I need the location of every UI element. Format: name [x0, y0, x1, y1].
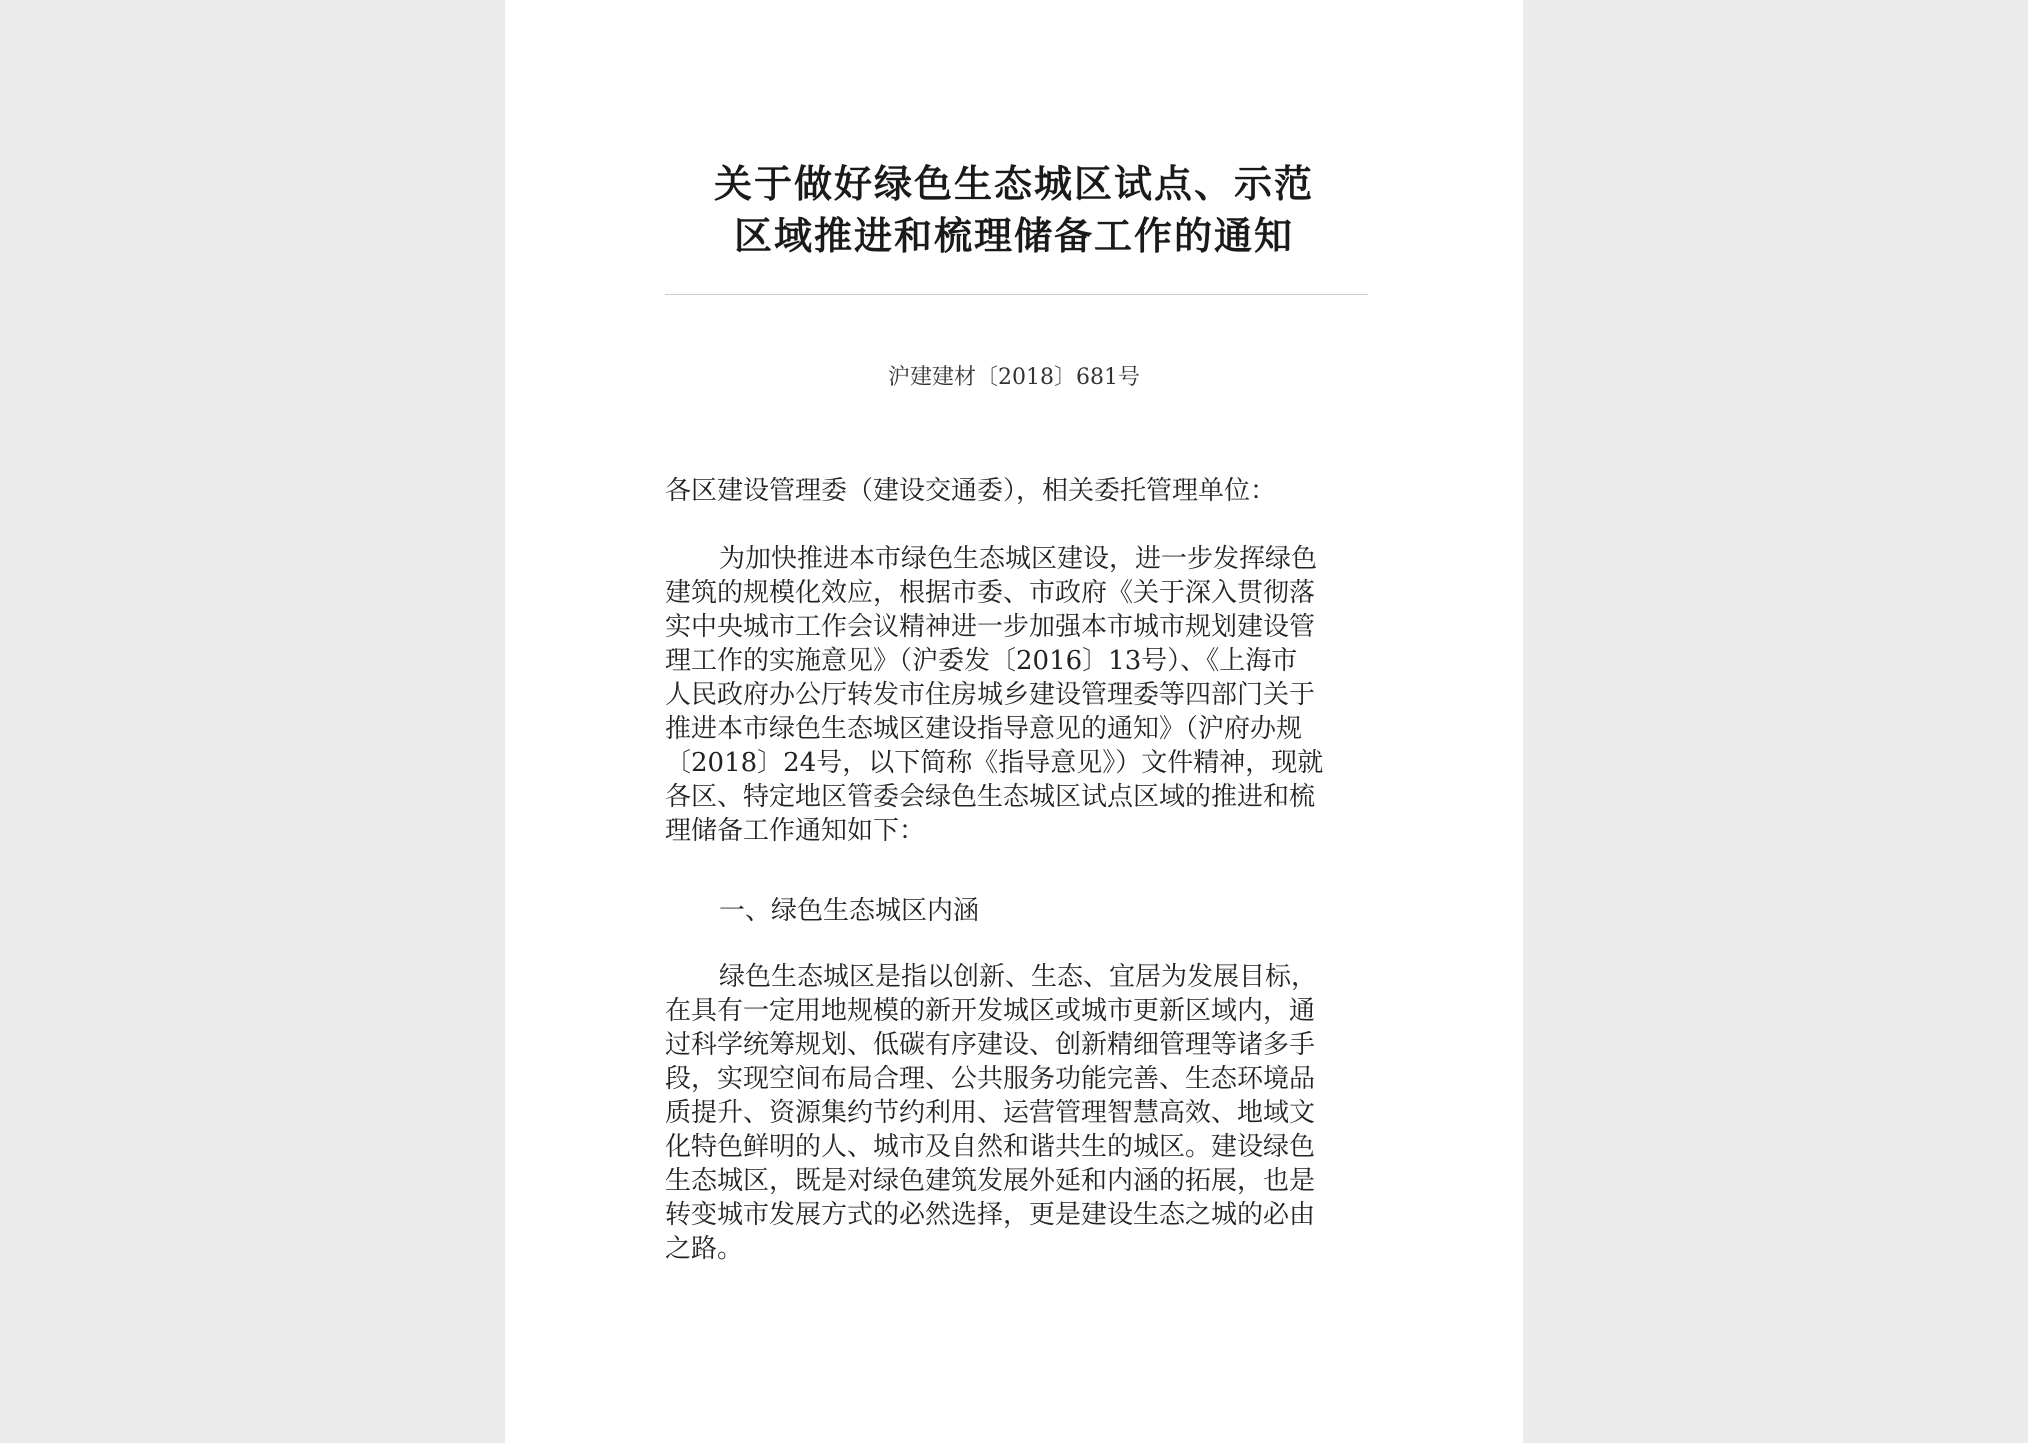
- paragraph-1-line: 推进本市绿色生态城区建设指导意见的通知》（沪府办规: [665, 714, 1303, 744]
- document-page: [505, 0, 1523, 1443]
- paragraph-2-line: 转变城市发展方式的必然选择，更是建设生态之城的必由: [665, 1200, 1316, 1230]
- paragraph-2-line: 质提升、资源集约节约利用、运营管理智慧高效、地域文: [665, 1098, 1316, 1128]
- paragraph-2-line: 化特色鲜明的人、城市及自然和谐共生的城区。建设绿色: [665, 1132, 1316, 1162]
- paragraph-2-line: 生态城区，既是对绿色建筑发展外延和内涵的拓展，也是: [665, 1166, 1316, 1196]
- paragraph-1-line: 各区、特定地区管委会绿色生态城区试点区域的推进和梳: [665, 782, 1316, 812]
- paragraph-2-line: 在具有一定用地规模的新开发城区或城市更新区域内，通: [665, 996, 1316, 1026]
- paragraph-1-line: 〔2018〕24号，以下简称《指导意见》）文件精神，现就: [665, 748, 1324, 778]
- paragraph-1-line: 理工作的实施意见》（沪委发〔2016〕13号）、《上海市: [665, 646, 1298, 676]
- paragraph-2-line: 绿色生态城区是指以创新、生态、宜居为发展目标，: [719, 962, 1318, 992]
- paragraph-1-line: 为加快推进本市绿色生态城区建设，进一步发挥绿色: [719, 544, 1318, 574]
- title-divider: [665, 294, 1368, 295]
- paragraph-1-line: 实中央城市工作会议精神进一步加强本市城市规划建设管: [665, 612, 1316, 642]
- paragraph-1-line: 人民政府办公厅转发市住房城乡建设管理委等四部门关于: [665, 680, 1316, 710]
- paragraph-1-line: 建筑的规模化效应，根据市委、市政府《关于深入贯彻落: [665, 578, 1316, 608]
- section-1-heading: 一、绿色生态城区内涵: [719, 896, 980, 926]
- document-number: 沪建建材〔2018〕681号: [888, 365, 1140, 390]
- document-title-line-1: 关于做好绿色生态城区试点、示范: [713, 161, 1314, 206]
- paragraph-2-line: 之路。: [665, 1234, 744, 1264]
- paragraph-2-line: 段，实现空间布局合理、公共服务功能完善、生态环境品: [665, 1064, 1316, 1094]
- paragraph-2-line: 过科学统筹规划、低碳有序建设、创新精细管理等诸多手: [665, 1030, 1316, 1060]
- paragraph-1-line: 理储备工作通知如下：: [665, 816, 926, 846]
- document-title-line-2: 区域推进和梳理储备工作的通知: [733, 213, 1294, 258]
- salutation: 各区建设管理委（建设交通委），相关委托管理单位：: [665, 476, 1277, 506]
